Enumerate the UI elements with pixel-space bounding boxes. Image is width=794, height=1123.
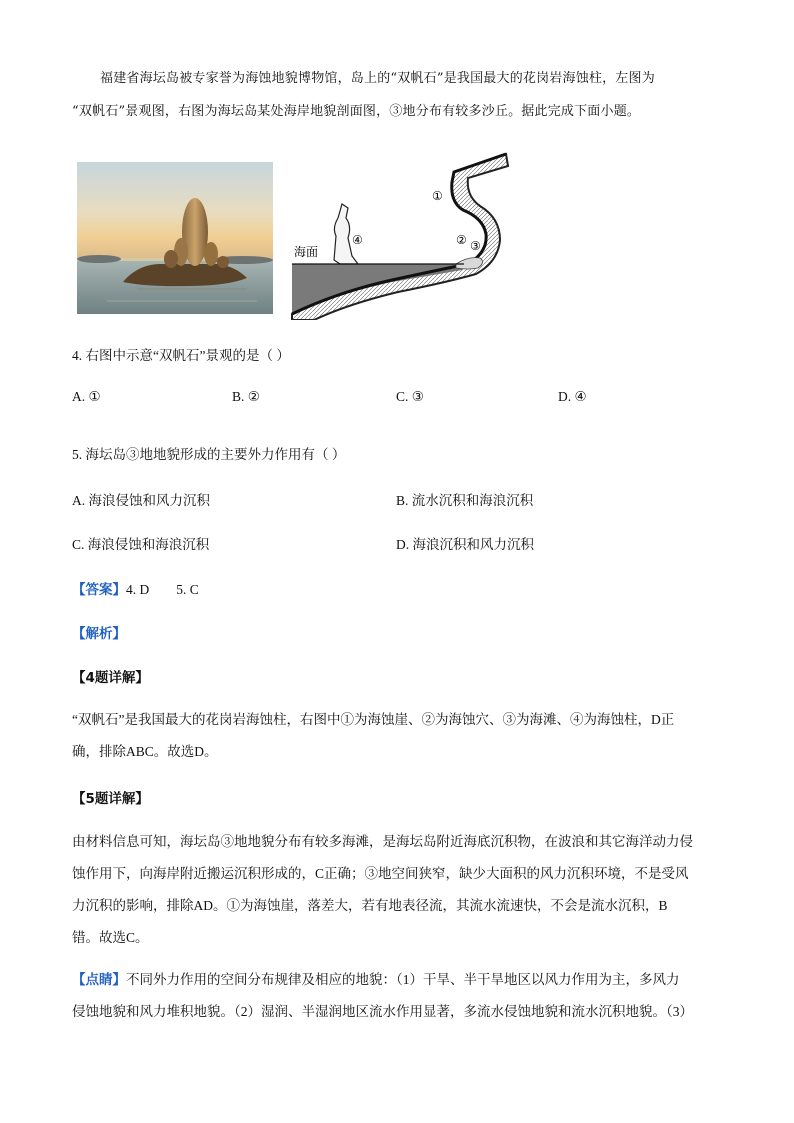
q4-detail-line-1: “双帆石”是我国最大的花岗岩海蚀柱，右图中①为海蚀崖、②为海蚀穴、③为海滩、④为海蚀柱，D正 [72, 712, 675, 727]
q5-detail-text [72, 826, 722, 954]
analysis-label: 【解析】 [72, 626, 126, 642]
q5-detail-line-1: 由材料信息可知，海坛岛③地地貌分布有较多海滩，是海坛岛附近海底沉积物，在波浪和其它海洋动力侵 [72, 834, 693, 849]
q5-option-a: A. 海浪侵蚀和风力沉积 [72, 493, 210, 508]
tip-label: 【点睛】 [72, 972, 126, 987]
question-4-stem: 4. 右图中示意“双帆石”景观的是（ ） [72, 348, 290, 363]
q4-detail-label: 【4题详解】 [72, 670, 149, 686]
q5-option-d: D. 海浪沉积和风力沉积 [396, 537, 534, 552]
intro-line-1: 福建省海坛岛被专家誉为海蚀地貌博物馆，岛上的“双帆石”是我国最大的花岗岩海蚀柱，左图为 [100, 71, 655, 86]
answer-text: 4. D 5. C [126, 582, 199, 597]
q5-detail-line-4: 错。故选C。 [72, 930, 149, 945]
twin-sail-rock-photo [77, 162, 273, 314]
answer-line [72, 578, 199, 598]
marker-3: ③ [470, 239, 481, 253]
q5-option-b: B. 流水沉积和海浪沉积 [396, 493, 534, 508]
tip-section [72, 964, 722, 1028]
intro-line-2: “双帆石”景观图，右图为海坛岛某处海岸地貌剖面图，③地分布有较多沙丘。据此完成下面小题。 [72, 104, 641, 119]
sea-surface-label: 海面 [294, 245, 319, 259]
tip-line-1-text: 不同外力作用的空间分布规律及相应的地貌：（1）干旱、半干旱地区以风力作用为主，多风力 [126, 972, 680, 987]
material-intro [72, 62, 722, 128]
q4-option-b: B. ② [232, 389, 260, 404]
marker-4: ④ [352, 233, 363, 247]
coastal-profile-diagram [288, 152, 518, 320]
marker-1: ① [432, 189, 443, 203]
q5-detail-label: 【5题详解】 [72, 791, 149, 807]
q4-option-d: D. ④ [558, 389, 587, 404]
q4-option-a: A. ① [72, 389, 101, 404]
photo-illustration [77, 162, 273, 314]
q4-option-c: C. ③ [396, 389, 424, 404]
question-5-stem: 5. 海坛岛③地地貌形成的主要外力作用有（ ） [72, 447, 346, 462]
q5-option-c: C. 海浪侵蚀和海浪沉积 [72, 537, 210, 552]
profile-svg [288, 152, 518, 320]
tip-line-1 [72, 964, 722, 996]
marker-2: ② [456, 233, 467, 247]
q5-detail-line-3: 力沉积的影响，排除AD。①为海蚀崖，落差大，若有地表径流，其流水流速快，不会是流水沉积，B [72, 898, 668, 913]
q5-detail-line-2: 蚀作用下，向海岸附近搬运沉积形成的，C正确；③地空间狭窄，缺少大面积的风力沉积环境，不是受风 [72, 866, 689, 881]
q4-detail-line-2: 确，排除ABC。故选D。 [72, 744, 218, 759]
tip-line-2: 侵蚀地貌和风力堆积地貌。（2）湿润、半湿润地区流水作用显著，多流水侵蚀地貌和流水沉积地貌。（3） [72, 1004, 693, 1019]
answer-label: 【答案】 [72, 582, 126, 597]
q4-detail-text [72, 704, 722, 768]
